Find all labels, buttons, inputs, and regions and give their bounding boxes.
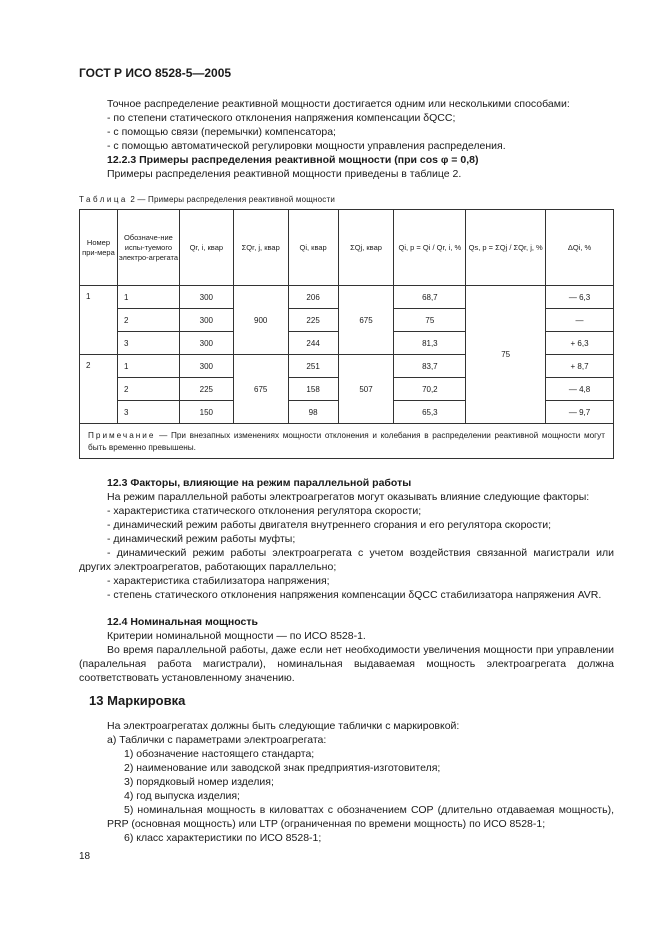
cell-delta-q: — 6,3 xyxy=(546,286,614,309)
cell-qip: 65,3 xyxy=(394,401,466,424)
marking-item: 3) порядковый номер изделия; xyxy=(124,776,274,788)
header-delta-q: ΔQi, % xyxy=(546,210,614,286)
header-sum-qr: ΣQr, j, квар xyxy=(233,210,288,286)
cell-qip: 83,7 xyxy=(394,355,466,378)
note-word: Примечание xyxy=(88,431,156,440)
intro-line-4: - с помощью автоматической регулировки мощности управления распределения. xyxy=(107,140,506,152)
header-qr: Qr, i, квар xyxy=(179,210,233,286)
cell-qsp: 75 xyxy=(466,286,546,424)
cell-sum-q: 507 xyxy=(338,355,394,424)
cell-qr: 300 xyxy=(179,286,233,309)
table-caption xyxy=(79,195,335,204)
intro-line-1: Точное распределение реактивной мощности достигается одним или несколькими способами: xyxy=(107,98,570,110)
cell-qr: 300 xyxy=(179,309,233,332)
cell-sum-q: 675 xyxy=(338,286,394,355)
cell-unit: 3 xyxy=(117,401,179,424)
header-sum-qj: ΣQj, квар xyxy=(338,210,394,286)
table-row xyxy=(80,286,614,309)
marking-item: 6) класс характеристики по ИСО 8528-1; xyxy=(124,832,322,844)
header-unit-designation: Обозначе-ние испы-туемого электро-агрегата xyxy=(117,210,179,286)
cell-qr: 150 xyxy=(179,401,233,424)
table-note xyxy=(80,424,614,459)
cell-unit: 3 xyxy=(117,332,179,355)
cell-sum-qr: 675 xyxy=(233,355,288,424)
section-12-3-intro: На режим параллельной работы электроагрегатов могут оказывать влияние следующие факторы: xyxy=(107,491,590,503)
cell-unit: 1 xyxy=(117,355,179,378)
cell-qip: 68,7 xyxy=(394,286,466,309)
page-number: 18 xyxy=(79,851,91,862)
cell-qi: 225 xyxy=(288,309,338,332)
marking-item: 1) обозначение настоящего стандарта; xyxy=(124,748,315,760)
section-12-2-3-title: 12.2.3 Примеры распределения реактивной мощности (при cos φ = 0,8) xyxy=(107,154,479,166)
section-12-4-title: 12.4 Номинальная мощность xyxy=(107,616,258,628)
cell-qi: 158 xyxy=(288,378,338,401)
document-header: ГОСТ Р ИСО 8528-5—2005 xyxy=(79,66,232,80)
header-qip: Qi, p = Qi / Qr, i, % xyxy=(394,210,466,286)
factor-item: - характеристика стабилизатора напряжения; xyxy=(107,575,330,587)
factor-item: - динамический режим работы электроагрегата с учетом воздействия связанной магистрали или других электроагрегатов, работающих параллельно; xyxy=(79,547,614,573)
table-caption-word: Таблица xyxy=(79,195,128,204)
factor-item: - динамический режим работы двигателя внутреннего сгорания и его регулятора скорости; xyxy=(107,519,552,531)
intro-line-2: - по степени статического отклонения напряжения компенсации δQCC; xyxy=(107,112,456,124)
cell-delta-q: — xyxy=(546,309,614,332)
section-13-a: а) Таблички с параметрами электроагрегата: xyxy=(107,734,327,746)
reactive-power-table xyxy=(79,209,614,459)
cell-qi: 244 xyxy=(288,332,338,355)
header-qi: Qi, квар xyxy=(288,210,338,286)
section-13-title: 13 Маркировка xyxy=(89,693,186,708)
cell-unit: 2 xyxy=(117,309,179,332)
cell-unit: 1 xyxy=(117,286,179,309)
section-12-3-title: 12.3 Факторы, влияющие на режим параллельной работы xyxy=(107,477,412,489)
section-12-4-p1: Критерии номинальной мощности — по ИСО 8528-1. xyxy=(107,630,366,642)
cell-example: 1 xyxy=(80,286,118,355)
cell-delta-q: — 9,7 xyxy=(546,401,614,424)
factor-item: - характеристика статического отклонения регулятора скорости; xyxy=(107,505,422,517)
section-12-2-3-text: Примеры распределения реактивной мощности приведены в таблице 2. xyxy=(107,168,462,180)
cell-qr: 300 xyxy=(179,355,233,378)
table-header-row xyxy=(80,210,614,286)
factor-item: - степень статического отклонения напряжения компенсации δQCC стабилизатора напряжения AVR. xyxy=(107,589,602,601)
header-qsp: Qs, p = ΣQj / ΣQr, j, % xyxy=(466,210,546,286)
cell-unit: 2 xyxy=(117,378,179,401)
cell-qi: 206 xyxy=(288,286,338,309)
note-text: — При внезапных изменениях мощности отклонения и колебания в распределении реактивной мощности могут быть временно превышены. xyxy=(88,431,605,452)
marking-item: 2) наименование или заводской знак предприятия-изготовителя; xyxy=(124,762,441,774)
marking-item: 5) номинальная мощность в киловаттах с обозначением СОР (длительно отдаваемая мощность), PRP (основная мощность) или LTP (ограниченная по времени мощность) по ИСО 8528-1; xyxy=(107,804,614,830)
cell-sum-qr: 900 xyxy=(233,286,288,355)
cell-qr: 225 xyxy=(179,378,233,401)
table-note-row xyxy=(80,424,614,459)
cell-qip: 81,3 xyxy=(394,332,466,355)
header-example-number: Номер при-мера xyxy=(80,210,118,286)
cell-delta-q: + 6,3 xyxy=(546,332,614,355)
cell-delta-q: — 4,8 xyxy=(546,378,614,401)
cell-qi: 98 xyxy=(288,401,338,424)
section-13-intro: На электроагрегатах должны быть следующие таблички с маркировкой: xyxy=(107,720,460,732)
factor-item: - динамический режим работы муфты; xyxy=(107,533,296,545)
cell-qr: 300 xyxy=(179,332,233,355)
cell-example: 2 xyxy=(80,355,118,424)
intro-line-3: - с помощью связи (перемычки) компенсатора; xyxy=(107,126,336,138)
section-12-4-p2: Во время параллельной работы, даже если нет необходимости увеличения мощности при управлении (паралельная работа магистрали), номинальная выдаваемая мощность электроагрегата должна соответствовать установленному значению. xyxy=(79,644,614,684)
table-caption-text: 2 — Примеры распределения реактивной мощности xyxy=(130,195,336,204)
marking-item: 4) год выпуска изделия; xyxy=(124,790,240,802)
cell-qip: 75 xyxy=(394,309,466,332)
cell-qi: 251 xyxy=(288,355,338,378)
cell-delta-q: + 8,7 xyxy=(546,355,614,378)
cell-qip: 70,2 xyxy=(394,378,466,401)
